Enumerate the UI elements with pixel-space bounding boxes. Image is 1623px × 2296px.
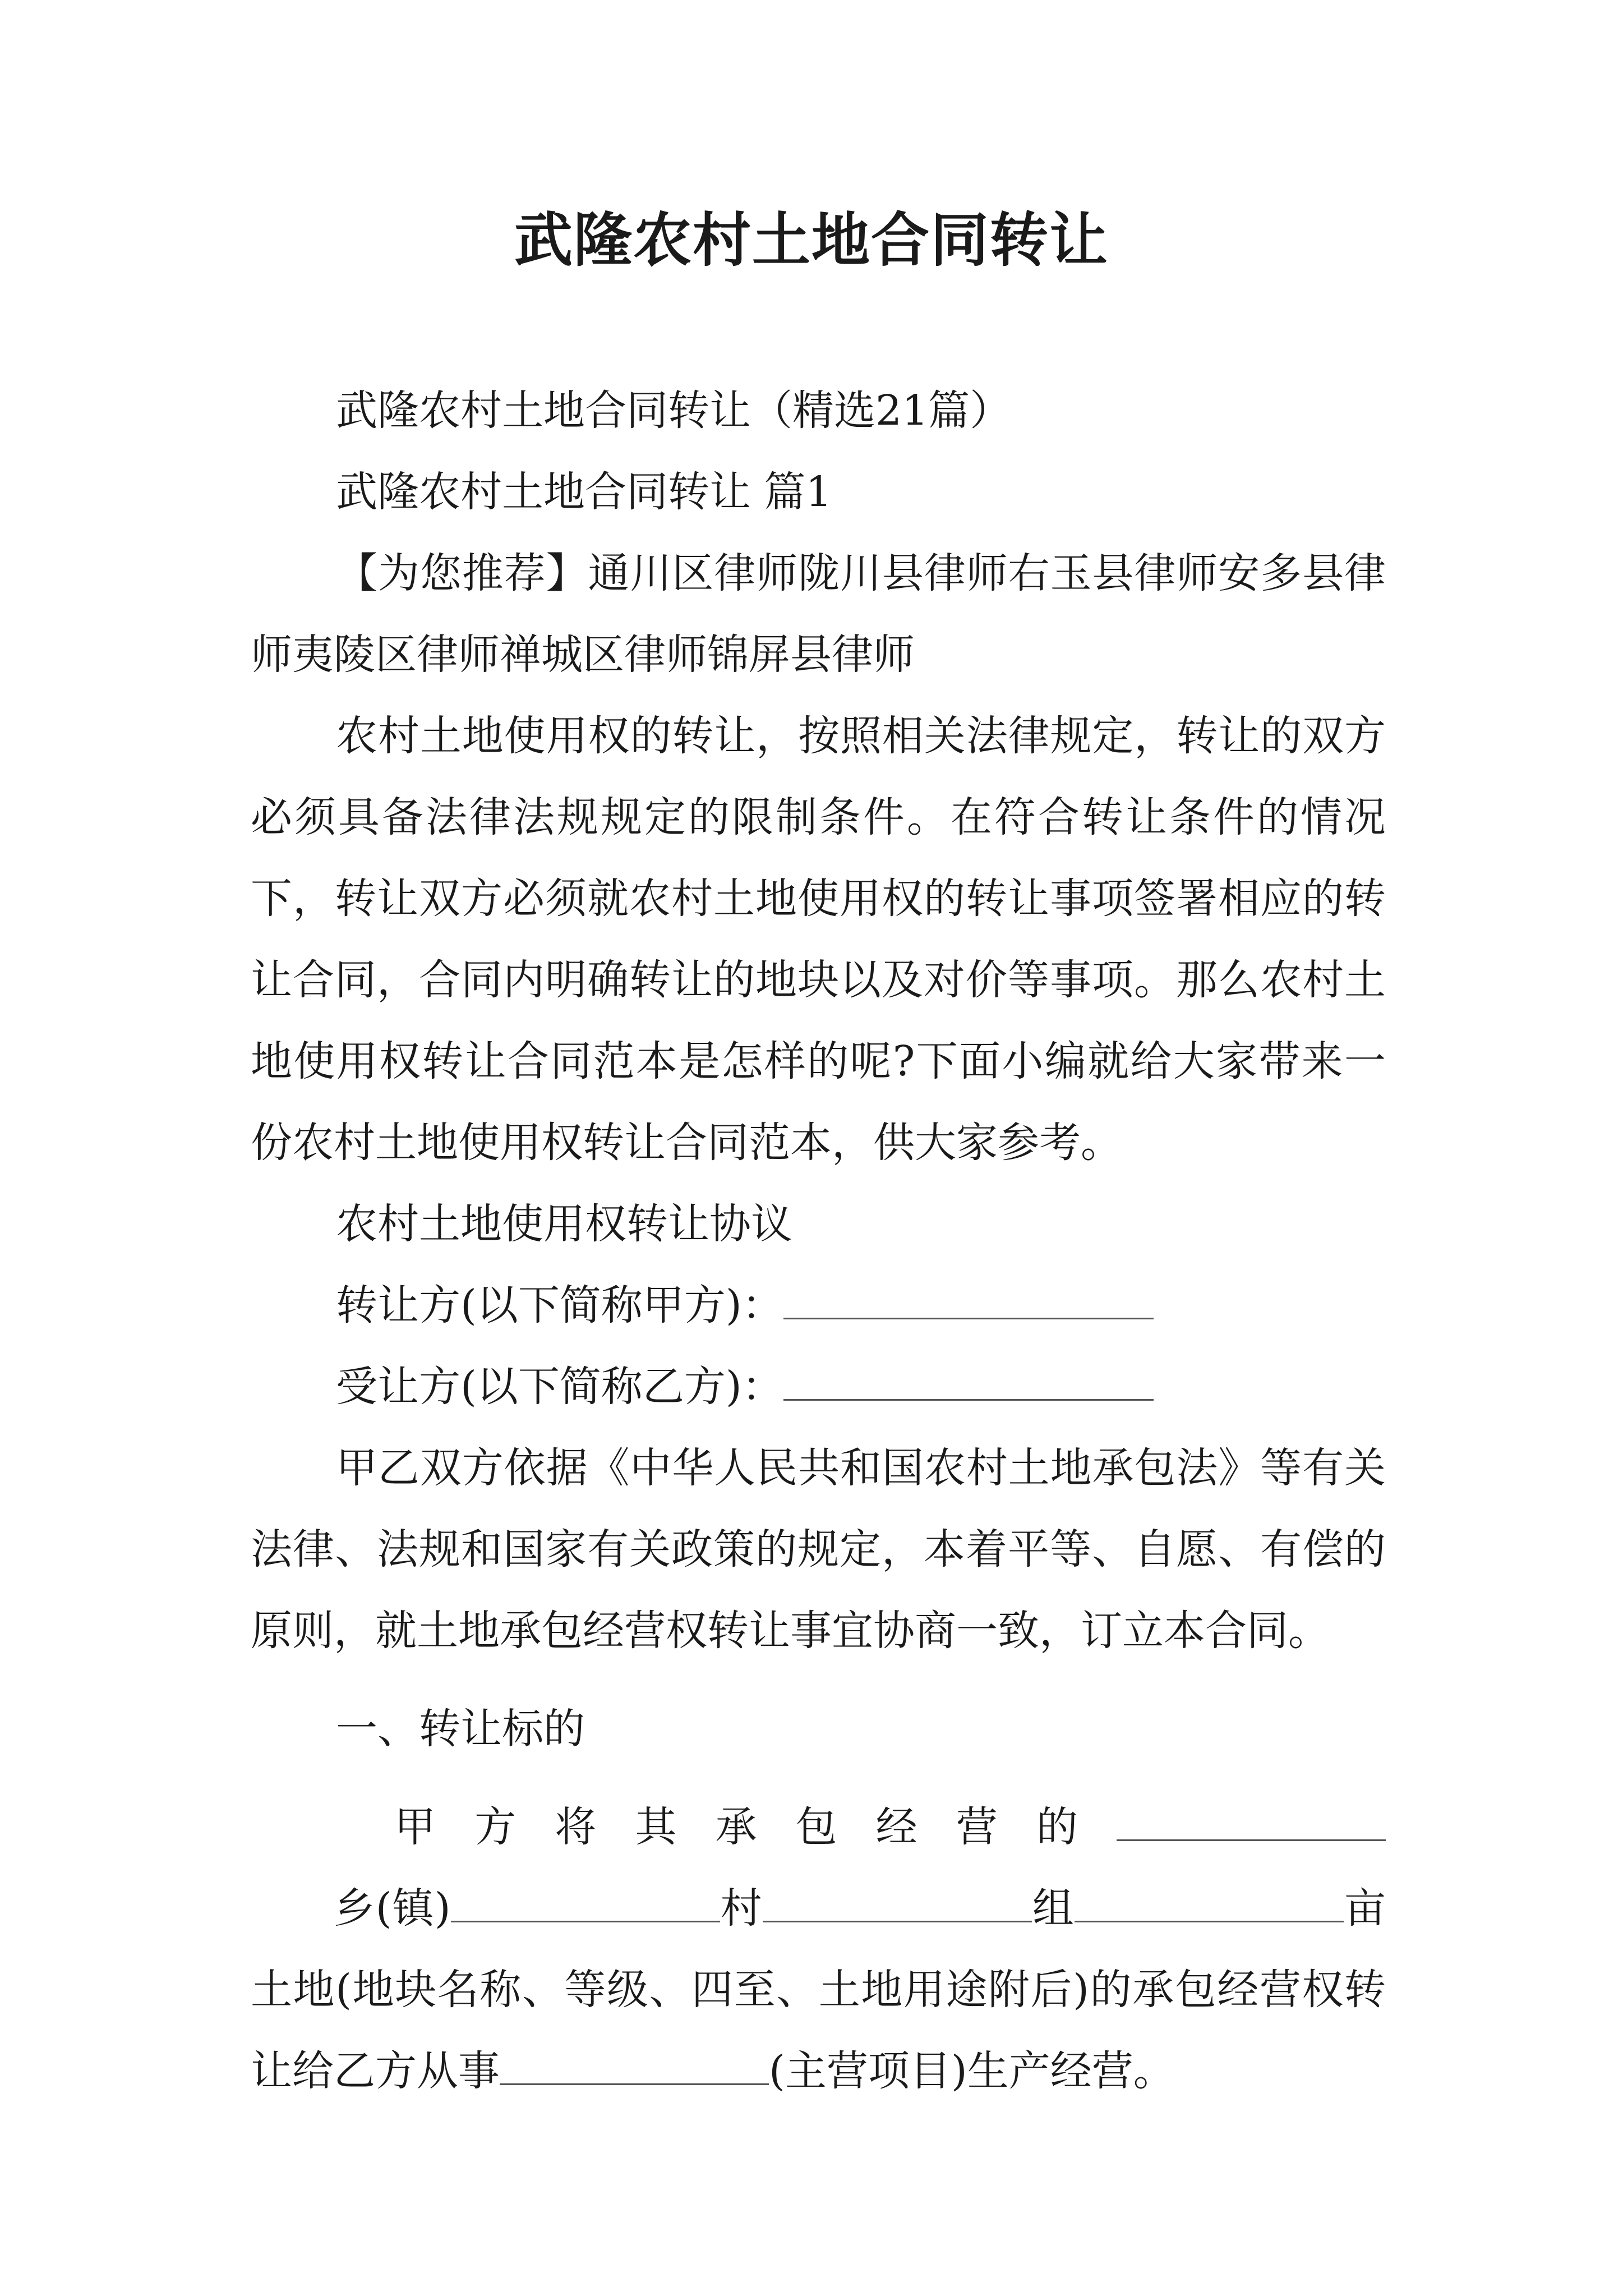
section1-heading: 一、转让标的 [336,1705,585,1753]
preamble-paragraph: 甲乙双方依据《中华人民共和国农村土地承包法》等有关法律、法规和国家有关政策的规定，本着平等、自愿、有偿的原则，就土地承包经营权转让事宜协商一致，订立本合同。 [251,1444,1386,1655]
party-a-blank [783,1273,1154,1319]
village-blank [763,1876,1032,1922]
agreement-title: 农村土地使用权转让协议 [336,1200,792,1248]
section1-lead: 甲方将其承包经营的 [394,1803,1117,1851]
party-a-line [251,1265,1386,1346]
section1-tail: (主营项目)生产经营。 [769,2047,1175,2095]
group-label: 组 [1031,1884,1075,1932]
spacer [251,1672,1386,1688]
party-a-label: 转让方(以下简称甲方)： [336,1281,783,1329]
document-body [251,370,1386,2112]
party-b-label: 受让方(以下简称乙方)： [336,1363,783,1411]
mu-text: 亩土地(地块名称、等级、四至、土地用途附后)的承包经营权转让给乙方从事 [251,1884,1386,2095]
group-blank [1075,1876,1344,1922]
spacer [251,1770,1386,1787]
township-label: 乡 [333,1884,376,1932]
party-b-line [251,1346,1386,1428]
town-blank [451,1876,720,1922]
intro-paragraph: 农村土地使用权的转让，按照相关法律规定，转让的双方必须具备法律法规规定的限制条件。在符合转让条件的情况下，转让双方必须就农村土地使用权的转让事项签署相应的转让合同，合同内明确转让的地块以及对价等事项。那么农村土地使用权转让合同范本是怎样的呢?下面小编就给大家带来一份农村土地使用权转让合同范本，供大家参考。 [251,712,1386,1167]
subtitle: 武隆农村土地合同转让（精选21篇） [336,386,1012,435]
project-blank [500,2039,769,2085]
town-label: (镇) [375,1884,451,1932]
document-title: 武隆农村土地合同转让 [514,206,1109,274]
section1-paragraph [251,1787,1386,2112]
recommend-paragraph: 【为您推荐】通川区律师陇川县律师右玉县律师安多县律师夷陵区律师禅城区律师锦屏县律师 [251,549,1386,679]
village-label: 村 [720,1884,763,1932]
township-blank [1117,1795,1386,1841]
part-heading: 武隆农村土地合同转让 篇1 [336,468,832,516]
party-b-blank [783,1354,1154,1401]
